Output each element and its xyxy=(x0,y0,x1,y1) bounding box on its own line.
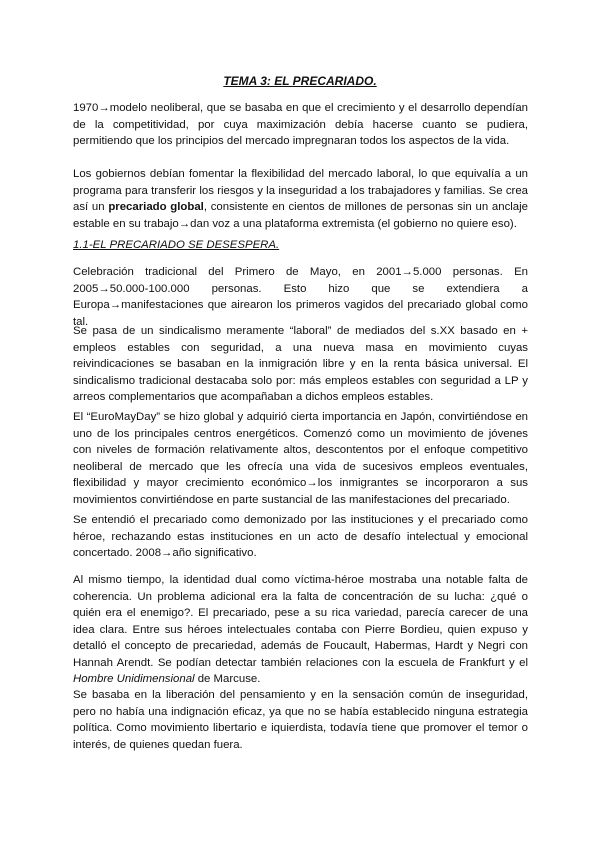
paragraph-6: Se entendió el precariado como demonizado por las instituciones y el precariado como héroe, rechazando estas instituciones en un acto de desafío intelectual y emocional concertado. 2008→año significativo. xyxy=(73,514,528,559)
paragraph-1: 1970→modelo neoliberal, que se basaba en que el crecimiento y el desarrollo dependían de la competitividad, por cuya maximización debía hacerse cuanto se pudiera, permitiendo que los principios del mercado impregnaran todos los aspectos de la vida. xyxy=(73,102,528,147)
paragraph-4: Se pasa de un sindicalismo meramente “laboral” de mediados del s.XX basado en + empleos estables con seguridad, a una nueva masa en movimiento cuyas reivindicaciones se basaban en la inmigración libre y en la renta básica universal. El sindicalismo tradicional destacaba solo por: más empleos estables con seguridad a LP y arreos complementarios que acompañaban a dichos empleos estables. xyxy=(73,325,528,403)
paragraph-2-bold: precariado global xyxy=(108,201,204,213)
paragraph-2-text-b: , consistente en cientos de millones de personas sin un anclaje estable en su trabajo→dan voz a una plataforma extremista (el gobierno no quiere eso). xyxy=(73,201,528,230)
section-subheading: 1.1-EL PRECARIADO SE DESESPERA. xyxy=(73,239,280,251)
paragraph-7-italic: Hombre Unidimensional xyxy=(73,673,195,685)
paragraph-2 xyxy=(73,166,528,232)
paragraph-8: Se basaba en la liberación del pensamiento y en la sensación común de inseguridad, pero no había una indignación eficaz, ya que no se había establecido ninguna estrategia política. Como movimiento libertario e iquierdista, todavía tiene que promover el temor o interés, de quienes quedan fuera. xyxy=(73,689,528,751)
paragraph-7-text-a: Al mismo tiempo, la identidad dual como víctima-héroe mostraba una notable falta de coherencia. Un problema adicional era la falta de concentración de su lucha: ¿qué o quién era el enemigo?. El precariado, pese a su rica variedad, parecía carecer de una idea clara. Entre sus héroes intelectuales contaba con Pierre Bordieu, quien expuso y detalló el concepto de precariedad, además de Foucault, Habermas, Hardt y Negri con Hannah Arendt. Se podían detectar también relaciones con la escuela de Frankfurt y el xyxy=(73,574,528,669)
paragraph-3: Celebración tradicional del Primero de Mayo, en 2001→5.000 personas. En 2005→50.000-100.000 personas. Esto hizo que se extendiera a Europa→manifestaciones que airearon los primeros vagidos del precariado global como tal. xyxy=(73,266,528,328)
paragraph-5: El “EuroMayDay” se hizo global y adquirió cierta importancia en Japón, convirtiéndose en uno de los principales centros energéticos. Comenzó como un movimiento de jóvenes con niveles de formación relativamente altos, descontentos por el enfoque competitivo neoliberal de mercado que les ofrecía una vida de sucesivos empleos eventuales, flexibilidad y mayor crecimiento económico→los inmigrantes se incorporaron a sus movimientos convirtiéndose en parte sustancial de las manifestaciones del precariado. xyxy=(73,411,528,506)
paragraph-7 xyxy=(73,572,528,688)
paragraph-2-text-a: Los gobiernos debían fomentar la flexibilidad del mercado laboral, lo que equivalía a un programa para transferir los riesgos y la inseguridad a los trabajadores y familias. Se crea así un xyxy=(73,168,528,213)
page-title: TEMA 3: EL PRECARIADO. xyxy=(223,74,377,88)
paragraph-7-text-b: de Marcuse. xyxy=(194,673,261,685)
